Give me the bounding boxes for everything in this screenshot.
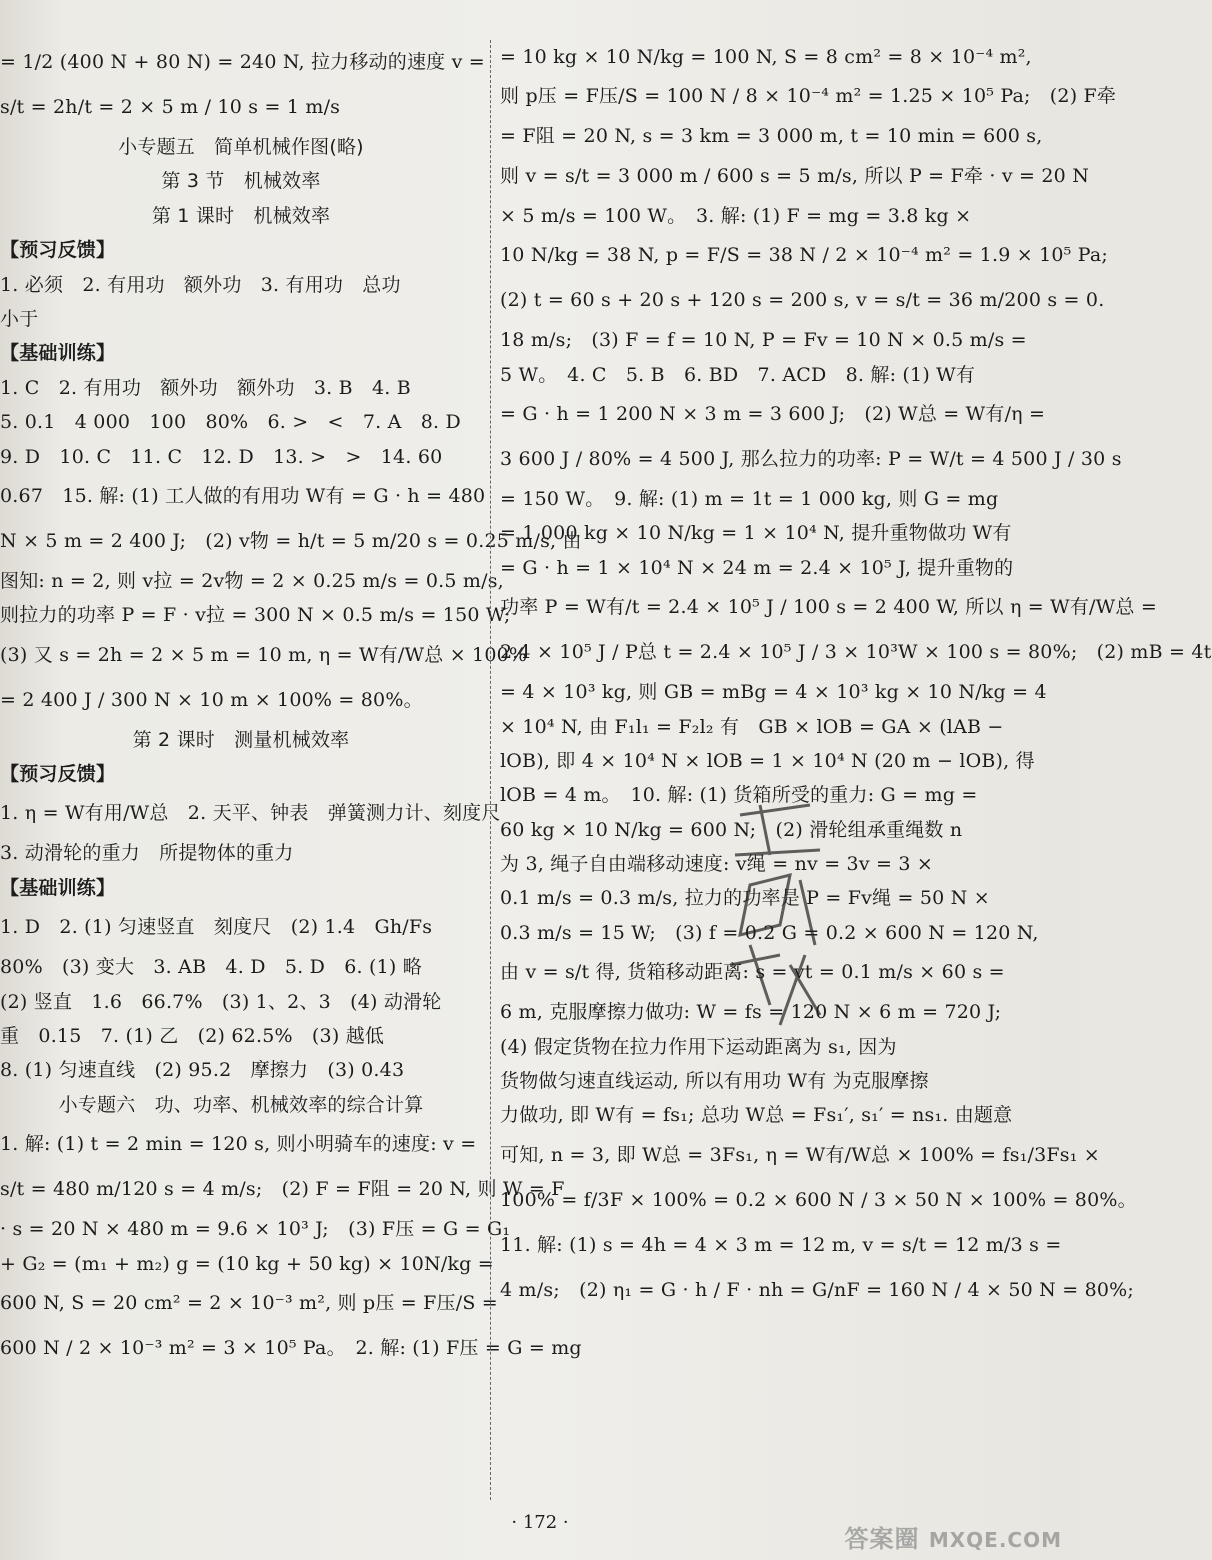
text-line: 8. (1) 匀速直线 (2) 95.2 摩擦力 (3) 0.43 [0,1059,405,1082]
text-line: 3 600 J / 80% = 4 500 J, 那么拉力的功率: P = W/t = 4 500 J / 30 s [500,447,1122,470]
text-line: 1. η = W有用/W总 2. 天平、钟表 弹簧测力计、刻度尺 [0,802,501,825]
text-line: 18 m/s; (3) F = f = 10 N, P = Fv = 10 N × 0.5 m/s = [500,329,1027,352]
text-line: (4) 假定货物在拉力作用下运动距离为 s₁, 因为 [500,1035,897,1058]
text-line: 小于 [0,307,39,330]
text-line: 力做功, 即 W有 = fs₁; 总功 W总 = Fs₁′, s₁′ = ns₁. 由题意 [500,1104,1013,1127]
text-line: × 10⁴ N, 由 F₁l₁ = F₂l₂ 有 GB × lOB = GA × (lAB − [500,715,1004,738]
text-line: 【预习反馈】 [0,763,116,786]
text-line: 【预习反馈】 [0,239,116,262]
right-column [500,40,1212,1313]
text-line: 80% (3) 变大 3. AB 4. D 5. D 6. (1) 略 [0,956,422,979]
text-line: 第 3 节 机械效率 [161,170,321,193]
text-line: 600 N / 2 × 10⁻³ m² = 3 × 10⁵ Pa。 2. 解: (1) F压 = G = mg [0,1336,582,1359]
text-line: 则 p压 = F压/S = 100 N / 8 × 10⁻⁴ m² = 1.25 × 10⁵ Pa; (2) F牵 [500,85,1117,108]
text-line: 1. C 2. 有用功 额外功 额外功 3. B 4. B [0,376,411,399]
text-line: 1. 必须 2. 有用功 额外功 3. 有用功 总功 [0,273,401,296]
text-line: = 150 W。 9. 解: (1) m = 1t = 1 000 kg, 则 G = mg [500,487,999,510]
text-line: 第 1 课时 机械效率 [151,204,331,227]
watermark-url: MXQE.COM [928,1528,1062,1552]
text-line: N × 5 m = 2 400 J; (2) v物 = h/t = 5 m/20 s = 0.25 m/s, 由 [0,529,582,552]
text-line: · s = 20 N × 480 m = 9.6 × 10³ J; (3) F压 = G = G₁ [0,1218,511,1241]
text-line: 小专题六 功、功率、机械效率的综合计算 [58,1093,424,1116]
text-line: 60 kg × 10 N/kg = 600 N; (2) 滑轮组承重绳数 n [500,818,963,841]
text-line: 图知: n = 2, 则 v拉 = 2v物 = 2 × 0.25 m/s = 0.5 m/s, [0,569,504,592]
text-line: 功率 P = W有/t = 2.4 × 10⁵ J / 100 s = 2 400 W, 所以 η = W有/W总 = [500,596,1157,619]
text-line: 可知, n = 3, 即 W总 = 3Fs₁, η = W有/W总 × 100% = fs₁/3Fs₁ × [500,1143,1100,1166]
text-line: 1. 解: (1) t = 2 min = 120 s, 则小明骑车的速度: v = [0,1133,477,1156]
text-line: = 10 kg × 10 N/kg = 100 N, S = 8 cm² = 8 × 10⁻⁴ m², [500,46,1032,68]
text-line: = G · h = 1 200 N × 3 m = 3 600 J; (2) W总 = W有/η = [500,402,1046,425]
text-line: 为 3, 绳子自由端移动速度: v绳 = nv = 3v = 3 × [500,853,934,876]
text-line: 货物做匀速直线运动, 所以有用功 W有 为克服摩擦 [500,1070,929,1093]
text-line: = 2 400 J / 300 N × 10 m × 100% = 80%。 [0,688,423,711]
text-line: 3. 动滑轮的重力 所提物体的重力 [0,842,294,865]
text-line: 【基础训练】 [0,342,116,365]
text-line: 则拉力的功率 P = F · v拉 = 300 N × 0.5 m/s = 150 W; [0,604,511,627]
text-line: 小专题五 简单机械作图(略) [118,136,364,158]
text-line: + G₂ = (m₁ + m₂) g = (10 kg + 50 kg) × 10N/kg = [0,1252,494,1275]
watermark-cn: 答案圈 [844,1525,920,1553]
text-line: = 4 × 10³ kg, 则 GB = mBg = 4 × 10³ kg × 10 N/kg = 4 [500,681,1047,704]
text-line: s/t = 2h/t = 2 × 5 m / 10 s = 1 m/s [0,96,341,118]
text-line: 100% = f/3F × 100% = 0.2 × 600 N / 3 × 50 N × 100% = 80%。 [500,1188,1137,1211]
text-line: 5 W。 4. C 5. B 6. BD 7. ACD 8. 解: (1) W有 [500,363,976,386]
text-line: 600 N, S = 20 cm² = 2 × 10⁻³ m², 则 p压 = F压/S = [0,1291,498,1314]
text-line: 10 N/kg = 38 N, p = F/S = 38 N / 2 × 10⁻⁴ m² = 1.9 × 10⁵ Pa; [500,244,1108,267]
text-line: 0.1 m/s = 0.3 m/s, 拉力的功率是 P = Fv绳 = 50 N × [500,887,990,910]
column-divider [490,40,491,1500]
text-line: = 1/2 (400 N + 80 N) = 240 N, 拉力移动的速度 v = [0,51,485,73]
text-line: = G · h = 1 × 10⁴ N × 24 m = 2.4 × 10⁵ J, 提升重物的 [500,556,1014,579]
text-line: 由 v = s/t 得, 货箱移动距离: s = vt = 0.1 m/s × 60 s = [500,961,1005,984]
text-line: = F阻 = 20 N, s = 3 km = 3 000 m, t = 10 min = 600 s, [500,125,1043,148]
text-line: lOB = 4 m。 10. 解: (1) 货箱所受的重力: G = mg = [500,784,978,807]
text-line: 【基础训练】 [0,876,116,899]
text-line: 第 2 课时 测量机械效率 [132,728,350,751]
text-line: 2.4 × 10⁵ J / P总 t = 2.4 × 10⁵ J / 3 × 10³W × 100 s = 80%; (2) mB = 4t [500,641,1212,664]
text-line: 4 m/s; (2) η₁ = G · h / F · nh = G/nF = 160 N / 4 × 50 N = 80%; [500,1278,1135,1301]
text-line: lOB), 即 4 × 10⁴ N × lOB = 1 × 10⁴ N (20 m − lOB), 得 [500,749,1035,772]
text-line: 5. 0.1 4 000 100 80% 6. > < 7. A 8. D [0,411,461,434]
handwriting-scribble-icon [720,795,840,1055]
text-line: 11. 解: (1) s = 4h = 4 × 3 m = 12 m, v = s/t = 12 m/3 s = [500,1233,1062,1256]
text-line: 0.3 m/s = 15 W; (3) f = 0.2 G = 0.2 × 600 N = 120 N, [500,921,1039,944]
page-number: · 172 · [511,1512,569,1533]
text-line: (2) 竖直 1.6 66.7% (3) 1、2、3 (4) 动滑轮 [0,990,442,1013]
watermark [844,1519,1062,1554]
text-line: 0.67 15. 解: (1) 工人做的有用功 W有 = G · h = 480 [0,484,486,507]
text-line: 6 m, 克服摩擦力做功: W = fs = 120 N × 6 m = 720 J; [500,1001,1002,1024]
text-line: 9. D 10. C 11. C 12. D 13. > > 14. 60 [0,445,443,468]
text-line: (3) 又 s = 2h = 2 × 5 m = 10 m, η = W有/W总 × 100% [0,643,528,666]
text-line: 重 0.15 7. (1) 乙 (2) 62.5% (3) 越低 [0,1025,385,1048]
text-line: = 1 000 kg × 10 N/kg = 1 × 10⁴ N, 提升重物做功 W有 [500,522,1012,545]
text-line: 1. D 2. (1) 匀速竖直 刻度尺 (2) 1.4 Gh/Fs [0,916,433,939]
text-line: 则 v = s/t = 3 000 m / 600 s = 5 m/s, 所以 P = F牵 · v = 20 N [500,164,1090,187]
left-column [0,40,582,1371]
text-line: × 5 m/s = 100 W。 3. 解: (1) F = mg = 3.8 kg × [500,204,972,227]
text-line: s/t = 480 m/120 s = 4 m/s; (2) F = F阻 = 20 N, 则 W = F [0,1178,565,1201]
text-line: (2) t = 60 s + 20 s + 120 s = 200 s, v = s/t = 36 m/200 s = 0. [500,289,1105,312]
